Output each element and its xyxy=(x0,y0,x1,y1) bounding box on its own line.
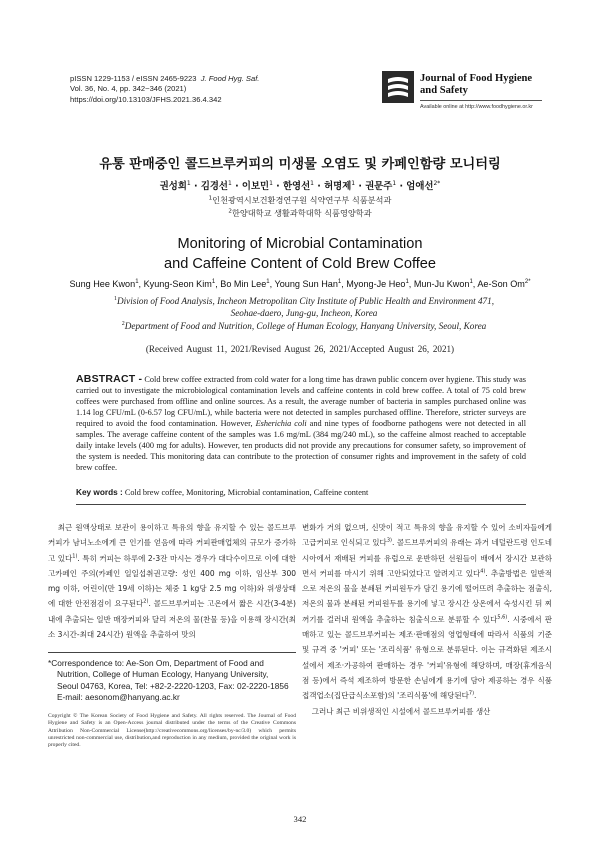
abstract-heading: ABSTRACT - xyxy=(76,373,143,385)
issn: pISSN 1229-1153 / eISSN 2465-9223 xyxy=(70,74,197,83)
journal-url[interactable]: Available online at http://www.foodhygiene.or.kr xyxy=(420,104,533,110)
korean-title: 유통 판매중인 콜드브루커피의 미생물 오염도 및 카페인함량 모니터링 xyxy=(99,157,501,172)
english-title: Monitoring of Microbial Contamination and Caffeine Content of Cold Brew Coffee xyxy=(163,236,437,272)
korean-affiliation-2: $^2$한양대학교 생활과학대학 식품영양학과 xyxy=(228,208,372,218)
author-7: 엄애선$^{2*}$ xyxy=(406,179,441,192)
correspondence-email: E-mail: aesonom@hanyang.ac.kr xyxy=(57,692,180,703)
footnote-divider xyxy=(48,652,296,653)
journal-abbrev: J. Food Hyg. Saf. xyxy=(200,74,260,83)
abstract-divider xyxy=(76,504,526,505)
paragraph: 변화가 거의 없으며, 신맛이 적고 특유의 향을 유지할 수 있어 소비자들에게 고급커피로 인식되고 있다$^{3)}$. 콜드브루커피의 유래는 과거 네덜란드령 인도네시아에서 재배된 커피를 유럽으로 운반하던 선원들이 배에서 장시간 보관하면서 커피를 마시기 위해 고안되었다고 알려지고 있다$^{4)}$. 추출방법은 일반적으로 저온의 물을 분쇄된 커피원두가 담긴 용기에 떨어뜨려 추출하는 점출식, 저온의 물과 분쇄된 커피원두를 용기에 넣고 장시간 상온에서 숙성시킨 뒤 찌꺼기를 걸러내 원액을 추출하는 침출식으로 분류할 수 있다$^{5,6)}$. 시중에서 판매하고 있는 콜드브루커피는 제조·판매점의 영업형태에 따라서 식품의 기준 및 규격 중 '커피' 또는 '조리식품' 유형으로 분류된다. 이는 규격화된 제조시설에서 제조·가공하여 판매하는 경우 '커피'유형에 해당하며, 매장(휴게음식점 등)에서 즉석 제조하여 방문한 손님에게 용기에 담아 제공하는 경우 식품접객업소(집단급식소포함)의 '조리식품'에 해당된다$^{7)}$. xyxy=(302,523,553,701)
paragraph: 그러나 최근 비위생적인 시설에서 콜드브루커피를 생산 xyxy=(311,706,491,716)
journal-logo xyxy=(382,69,542,129)
author-4: 한영선$^1$ xyxy=(283,179,314,192)
correspondence-footnote: *Correspondence to: Ae-Son Om, Department of Food and Nutrition, College of Human Ecology, Hanyang University, Seoul 04763, Korea, Tel: +82-2-2220-1203, Fax: 02-2220-1856 E-mail: aesonom@hanyang.ac.kr xyxy=(48,658,296,704)
body-column-left xyxy=(48,520,296,642)
logo-divider xyxy=(420,100,542,101)
author-6: 권문주$^1$ xyxy=(365,179,397,192)
journal-logo-icon xyxy=(382,71,414,103)
english-affiliation-1: $^1$Division of Food Analysis, Incheon Metropolitan City Institute of Public Health and Environment 471, Seohae-daero, Jung-gu, Incheon, Korea xyxy=(113,296,495,319)
author-3: 이보민$^1$ xyxy=(241,179,273,192)
page-number: 342 xyxy=(293,814,307,824)
article-metadata xyxy=(70,74,259,105)
doi-link[interactable]: https://doi.org/10.13103/JFHS.2021.36.4.342 xyxy=(70,94,222,104)
body-column-right xyxy=(302,520,552,719)
english-authors: Sung Hee Kwon$^1$, Kyung-Seon Kim$^1$, Bo Min Lee$^1$, Young Sun Han$^1$, Myong-Je Heo$^1$, Mun-Ju Kwon$^1$, Ae-Son $Om^{2*}$ xyxy=(69,279,531,290)
keywords-list: Cold brew coffee, Monitoring, Microbial contamination, Caffeine content xyxy=(122,488,369,497)
paragraph: 최근 원액상태로 보관이 용이하고 특유의 향을 유지할 수 있는 콜드브루커피가 남녀노소에게 큰 인기를 얻음에 따라 커피판매업체의 규모가 증가하고 있다$^{1)}$. 특히 커피는 하루에 2-3잔 마시는 경우가 대다수이므로 이에 대한 고카페인 주의(카페인 일일섭취권고량: 성인 400 mg 이하, 임산부 300 mg 이하, 어린이(만 19세 이하)는 체중 1 kg당 2.5 mg 이하)와 위생상태에 대한 안전점검이 요구된다$^{2)}$. 콜드브루커피는 고온에서 짧은 시간(3-4분)내에 추출되는 일반 매장커피와 달리 저온의 물(찬물 등)을 이용해 장시간(최소 3시간-최대 24시간) 원액을 추출하여 맛의 xyxy=(48,523,296,640)
abstract: ABSTRACT - Cold brew coffee extracted from cold water for a long time has drawn public concern over hygiene. This study was carried out to investigate the microbiological contamination levels and caffeine contents in cold brew coffee. A total of 75 cold brew coffees were purchased from offline and online sources. As a result, the average number of bacteria in samples purchased online was 1.14 log CFU/mL (0-6.57 log CFU/mL), while bacteria were not detected in samples purchased offline. Therefore, stricter surveys are required to avoid the food contamination. However, Esherichia coli and nine types of foodborne pathogens were not detected in all samples. The average caffeine content of the samples was 1.6 mg/mL (384 mg/240 mL), so the caffeine almost reached to acceptable daily intake levels (400 mg for adults). However, ten products did not provide any precautions for consumer safety, so improvement of the system is needed. This monitoring data can contribute to the protection of consumer rights and improvement in the safety of cold brew coffee. xyxy=(76,373,526,473)
copyright-notice: Copyright © The Korean Society of Food Hygiene and Safety. All rights reserved. The Journal of Food Hygiene and Safety is an Open-Access journal distributed under the terms of the Creative Commons Attribution Non-Commercial License(http://creativecommons.org/licenses/by-nc/3.0) which permits unrestricted non-commercial use, distribution,and reproduction in any medium, provided the original work is properly cited. xyxy=(48,713,296,749)
keywords xyxy=(76,488,526,497)
keywords-label: Key words : xyxy=(76,488,123,497)
volume-info: Vol. 36, No. 4, pp. 342~346 (2021) xyxy=(70,84,187,94)
received-dates: (Received August 11, 2021/Revised August 26, 2021/Accepted August 26, 2021) xyxy=(145,344,455,354)
korean-affiliation-1: $^1$인천광역시보건환경연구원 식약연구부 식품분석과 xyxy=(208,195,392,205)
author-1: 권성희$^1$ xyxy=(159,179,191,192)
english-affiliation-2: $^2$Department of Food and Nutrition, College of Human Ecology, Hanyang University, Seoul, Korea xyxy=(121,321,487,332)
korean-authors: 권성희$^1$ · 김경선$^1$ · 이보민$^1$ · 한영선$^1$ · 허명제$^1$ · 권문주$^1$ · 엄애선$^{2*}$ xyxy=(159,179,441,192)
author-2: 김경선$^1$ xyxy=(200,179,232,192)
journal-name: Journal of Food Hygiene and Safety xyxy=(420,73,533,96)
author-5: 허명제$^1$ xyxy=(324,179,356,192)
